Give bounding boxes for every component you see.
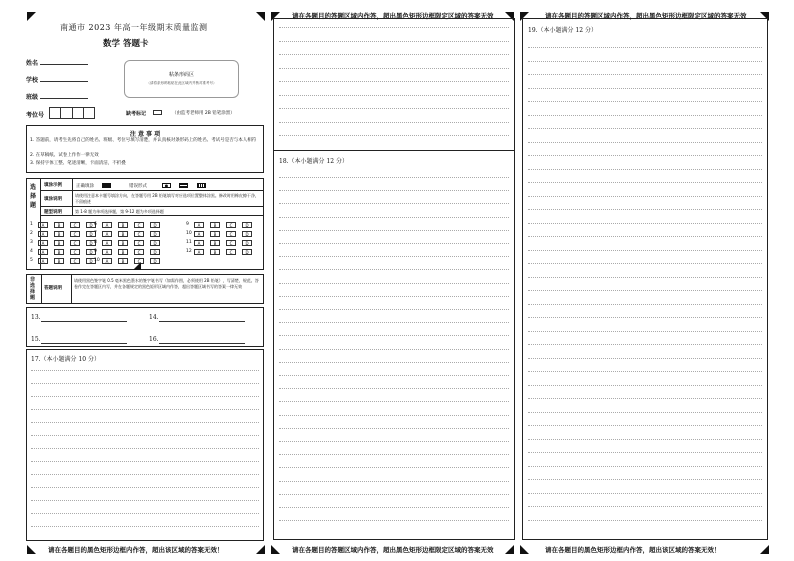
option-a-bubble[interactable]: A [38,231,48,237]
option-a-bubble[interactable]: A [194,240,204,246]
answer-line [279,507,509,508]
notice-item-1: 1. 答题前，请考生先将自己的姓名、班级、考位号填写清楚，并认真核对条形码上的姓名、考试号是否与本人相符 [30,138,257,143]
option-d-bubble[interactable]: D [150,249,160,255]
answer-line [528,61,762,62]
answer-line [279,335,509,336]
answer-line [279,296,509,297]
fill-wrong-sample: ● [162,183,171,188]
answer-line [279,108,509,109]
option-b-bubble[interactable]: B [54,222,64,228]
notice-item-2: 2. 在草稿纸、试卷上作作一律无效 [30,153,99,158]
q13-answer-line[interactable] [41,321,127,322]
q17-answer-box[interactable] [26,349,264,541]
option-b-bubble[interactable]: B [210,249,220,255]
answer-line [528,209,762,210]
answer-line [31,383,259,384]
answer-line [31,500,259,501]
answer-line [279,375,509,376]
answer-line [279,415,509,416]
answer-line [279,243,509,244]
answer-line [279,203,509,204]
answer-line [31,435,259,436]
answer-line [528,439,762,440]
option-b-bubble[interactable]: B [54,240,64,246]
option-d-bubble[interactable]: D [150,258,160,264]
option-c-bubble[interactable]: C [134,222,144,228]
answer-line [279,135,509,136]
q13-label: 13. [31,314,41,321]
q19-title: 19.（本小题满分 12 分） [528,27,597,34]
question-number: 9 [94,249,97,254]
exam-no-boxes[interactable] [49,107,95,119]
option-d-bubble[interactable]: D [150,231,160,237]
answer-line [31,513,259,514]
option-b-bubble[interactable]: B [54,231,64,237]
option-a-bubble[interactable]: A [194,249,204,255]
option-c-bubble[interactable]: C [226,240,236,246]
option-c-bubble[interactable]: C [70,249,80,255]
answer-line [31,448,259,449]
answer-line [528,196,762,197]
fill-blank-section [26,307,264,347]
class-field[interactable] [40,98,88,99]
answer-line [528,101,762,102]
name-field[interactable] [40,64,88,65]
option-a-bubble[interactable]: A [194,231,204,237]
option-c-bubble[interactable]: C [134,240,144,246]
notice-box [26,125,264,173]
option-d-bubble[interactable]: D [86,249,96,255]
option-d-bubble[interactable]: D [86,222,96,228]
option-a-bubble[interactable]: A [102,240,112,246]
notice-item-3: 3. 保持字体工整、笔迹清晰，卡面清洁，不折叠 [30,161,126,166]
answer-line [279,428,509,429]
fill-wrong-label: 错误形式 [129,184,147,189]
option-c-bubble[interactable]: C [70,231,80,237]
option-a-bubble[interactable]: A [38,240,48,246]
option-d-bubble[interactable]: D [242,240,252,246]
answer-line [528,520,762,521]
option-d-bubble[interactable]: D [86,231,96,237]
option-c-bubble[interactable]: C [226,231,236,237]
corner-marker-br [760,545,769,554]
answer-line [528,250,762,251]
question-number: 7 [94,231,97,236]
option-b-bubble[interactable]: B [118,231,128,237]
fill-desc: 请使用注意本卡题号填涂方向，在答题号用 2B 铅笔填写对应选项位置整体涂黑。修改时用橡皮擦干净，不留痕迹 [75,193,259,204]
barcode-title: 粘条形码区 [168,72,194,78]
answer-line [528,88,762,89]
answer-line [528,115,762,116]
fill-wrong-sample [179,183,188,188]
answer-line [528,142,762,143]
absent-label: 缺考标记 [126,111,147,117]
option-d-bubble[interactable]: D [242,231,252,237]
name-label: 姓名 [26,60,39,67]
type-desc: 第 1-8 题为单项选择题，第 9-12 题为多项选择题 [75,209,164,214]
top-warning-right: 请在各题目的答题区域内作答，超出黑色矩形边框限定区域的答案无效 [545,12,747,20]
option-b-bubble[interactable]: B [210,231,220,237]
answer-line [528,479,762,480]
answer-line [528,493,762,494]
bottom-warning-left: 请在各题目的黑色矩形边框内作答，超出该区域的答案无效！ [48,546,224,554]
q15-label: 15. [31,336,41,343]
corner-marker [505,545,514,554]
answer-line [528,385,762,386]
corner-marker [520,545,529,554]
option-d-bubble[interactable]: D [150,222,160,228]
answer-line [31,487,259,488]
answer-line [279,190,509,191]
answer-line [528,344,762,345]
option-c-bubble[interactable]: C [226,249,236,255]
answer-line [528,506,762,507]
fill-wrong-sample [197,183,206,188]
answer-line [528,412,762,413]
question-number: 1 [30,222,33,227]
option-c-bubble[interactable]: C [70,222,80,228]
absent-checkbox[interactable] [153,110,162,115]
answer-line [31,474,259,475]
answer-line [279,322,509,323]
answer-line [279,481,509,482]
answer-line [528,223,762,224]
answer-line [528,47,762,48]
answer-line [279,41,509,42]
top-warning-mid: 请在各题目的答题区域内作答，超出黑色矩形边框限定区域的答案无效 [292,12,494,20]
option-d-bubble[interactable]: D [242,249,252,255]
answer-line [31,422,259,423]
absent-note: （由监考老师用 2B 铅笔涂黑） [172,111,235,116]
notice-title: 注 意 事 项 [129,131,161,138]
answer-line [279,27,509,28]
option-c-bubble[interactable]: C [134,249,144,255]
answer-line [528,236,762,237]
answer-line [528,371,762,372]
choice-section-label: 选择题 [30,184,37,209]
barcode-area [124,60,239,98]
exam-title: 南通市 2023 年高一年级期末质量监测 [60,23,208,32]
question-number: 11 [186,240,192,245]
answer-line [279,230,509,231]
answer-line [279,177,509,178]
option-a-bubble[interactable]: A [38,222,48,228]
answer-line [528,74,762,75]
q14-label: 14. [149,314,159,321]
q18-column [273,18,515,540]
section-marker [133,262,141,270]
question-number: 10 [94,258,100,263]
option-d-bubble[interactable]: D [242,222,252,228]
barcode-note: （请将条形码粘贴在此区域内并核对准考号） [146,81,217,85]
nonchoice-label: 答题说明 [44,286,62,291]
answer-line [279,217,509,218]
answer-line [279,68,509,69]
option-d-bubble[interactable]: D [150,240,160,246]
exam-no-label: 考位号 [26,112,45,119]
question-number: 9 [186,222,189,227]
option-d-bubble[interactable]: D [86,258,96,264]
answer-line [279,494,509,495]
q15-answer-line[interactable] [41,343,127,344]
answer-line [528,358,762,359]
answer-line [528,304,762,305]
answer-line [279,54,509,55]
nonchoice-section [26,274,264,304]
school-field[interactable] [40,81,88,82]
question-number: 10 [186,231,192,236]
q16-label: 16. [149,336,159,343]
answer-line [31,396,259,397]
question-number: 12 [186,249,192,254]
q17-title: 17.（本小题满分 10 分） [31,356,100,363]
answer-line [279,269,509,270]
option-c-bubble[interactable]: C [70,240,80,246]
fill-desc-label: 填涂说明 [44,197,62,202]
q16-answer-line[interactable] [159,343,245,344]
subject-title: 数学 答题卡 [103,39,149,49]
question-number: 3 [30,240,33,245]
option-b-bubble[interactable]: B [210,240,220,246]
option-a-bubble[interactable]: A [102,231,112,237]
question-number: 6 [94,222,97,227]
answer-line [279,401,509,402]
answer-line [279,349,509,350]
answer-line [279,388,509,389]
option-c-bubble[interactable]: C [226,222,236,228]
q19-answer-box[interactable] [522,18,768,540]
corner-marker [271,545,280,554]
option-c-bubble[interactable]: C [134,231,144,237]
question-number: 4 [30,249,33,254]
answer-line [31,461,259,462]
answer-line [528,169,762,170]
fill-correct-label: 正确填涂 [76,184,94,189]
answer-line [31,526,259,527]
answer-line [279,467,509,468]
option-a-bubble[interactable]: A [194,222,204,228]
answer-line [528,277,762,278]
question-number: 2 [30,231,33,236]
answer-line [279,454,509,455]
class-label: 班级 [26,94,39,101]
option-a-bubble[interactable]: A [38,249,48,255]
answer-line [528,128,762,129]
option-a-bubble[interactable]: A [102,249,112,255]
answer-line [528,398,762,399]
answer-line [279,441,509,442]
answer-line [528,182,762,183]
corner-marker-bl [27,545,36,554]
q14-answer-line[interactable] [159,321,245,322]
nonchoice-section-label: 非选择题 [30,277,36,301]
option-b-bubble[interactable]: B [118,222,128,228]
answer-line [279,95,509,96]
answer-line [528,331,762,332]
answer-line [528,290,762,291]
type-label: 题型说明 [44,210,62,215]
corner-marker [256,12,265,21]
option-a-bubble[interactable]: A [102,222,112,228]
answer-line [279,283,509,284]
corner-marker [256,545,265,554]
answer-line [279,122,509,123]
answer-line [528,466,762,467]
answer-line [279,81,509,82]
option-b-bubble[interactable]: B [54,249,64,255]
answer-line [31,370,259,371]
fill-example-label: 填涂示例 [44,183,62,188]
answer-line [528,263,762,264]
option-d-bubble[interactable]: D [86,240,96,246]
corner-marker-tl [27,12,36,21]
fill-correct-sample [102,183,111,188]
answer-line [528,155,762,156]
option-c-bubble[interactable]: C [134,258,144,264]
answer-line [279,362,509,363]
option-a-bubble[interactable]: A [102,258,112,264]
answer-line [31,409,259,410]
option-b-bubble[interactable]: B [210,222,220,228]
option-b-bubble[interactable]: B [118,249,128,255]
answer-line [279,256,509,257]
answer-line [279,520,509,521]
nonchoice-desc: 请使用黑色签字笔 0.5 毫米黑色墨水的签字笔书写（如需作图，必须使用 2B 铅笔），写清楚、规范。答卷作完在答题区内写，并在各题规定的黑色矩形区域内作答，超出答题区域书写的答案一律无效 [74,278,259,289]
question-number: 8 [94,240,97,245]
option-c-bubble[interactable]: C [70,258,80,264]
option-a-bubble[interactable]: A [38,258,48,264]
q18-title: 18.（本小题满分 12 分） [279,158,348,165]
answer-line [279,309,509,310]
bottom-warning-mid: 请在各题目的答题区域内作答，超出黑色矩形边框限定区域的答案无效 [292,546,494,554]
answer-line [528,452,762,453]
answer-line [528,317,762,318]
option-b-bubble[interactable]: B [118,258,128,264]
option-b-bubble[interactable]: B [54,258,64,264]
option-b-bubble[interactable]: B [118,240,128,246]
question-number: 5 [30,258,33,263]
school-label: 学校 [26,77,39,84]
answer-line [528,425,762,426]
bottom-warning-right: 请在各题目的黑色矩形边框内作答，超出该区域的答案无效！ [545,546,721,554]
